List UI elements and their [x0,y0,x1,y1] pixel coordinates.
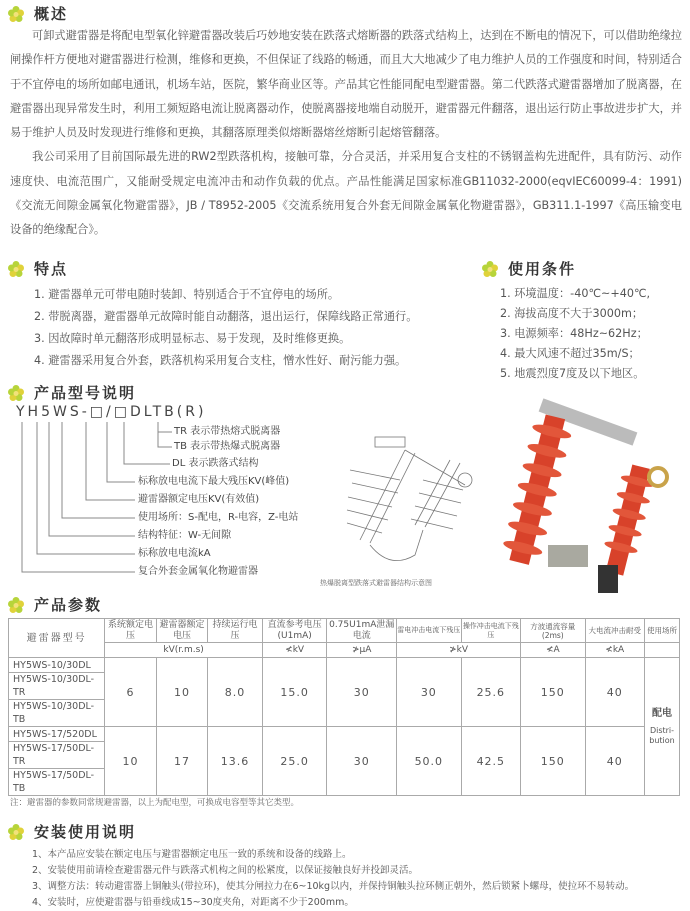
conditions-heading: 使用条件 [482,260,576,278]
value-cell: 40 [585,727,645,796]
product-photo [478,395,690,595]
header-cell: 避雷器额定电压 [156,619,207,643]
value-cell: 13.6 [208,727,263,796]
header-cell: 0.75U1mA泄漏电流 [327,619,397,643]
value-cell: 40 [585,658,645,727]
overview-body [10,24,682,243]
flower-icon [8,385,24,401]
model-code: YH5WS-□/□DLTB(R) [16,404,207,420]
model-label: 标称放电电流下最大残压KV(峰值) [138,476,290,487]
unit-cell: ≮kV [262,643,327,658]
value-cell: 10 [156,658,207,727]
install-item: 2、安装使用前请检查避雷器元件与跌落式机构之间的松紧度，以保证接触良好并投卸灵活。 [32,865,419,876]
flower-icon [8,261,24,277]
unit-cell: ≯kV [397,643,521,658]
model-cell: HY5WS-17/50DL-TR [9,742,105,769]
model-label: 标称放电电流kA [138,548,211,559]
install-item: 3、调整方法：转动避雷器上铜触头(带拉环)，使其分闸拉力在6~10kg以内，并保持铜触头拉环侧正朝外，然后锁紧卜螺母，使拉环不易转动。 [32,881,635,892]
flower-icon [482,261,498,277]
usage-cell [645,658,680,796]
header-cell: 使用场所 [645,619,680,643]
params-and-install [8,618,682,911]
feature-item: 3. 因故障时单元翻落形成明显标志、易于发现，及时维修更换。 [34,332,351,345]
header-cell: 操作冲击电流下残压 [461,619,521,643]
model-label: 结构特征：W-无间隙 [138,530,232,541]
value-cell: 150 [521,727,585,796]
model-label: DL 表示跌落式结构 [172,458,259,469]
condition-item: 5. 地震烈度7度及以下地区。 [500,367,645,380]
table-row [9,727,680,742]
install-heading: 安装使用说明 [8,823,682,841]
condition-item: 1. 环境温度：-40℃~+40℃, [500,287,651,300]
model-label: 使用场所：S-配电，R-电容，Z-电站 [138,512,299,523]
overview-paragraph-1: 可卸式避雷器是将配电型氧化锌避雷器改装后巧妙地安装在跌落式熔断器的跌落式结构上，达到在不断电的情况下，可以借助绝缘拉闸操作杆方便地对避雷器进行检测，维修和更换，不但保证了线路的畅通，而且大大地减少了电力维护人员的工作强度和时间，特别适合于不宜停电的场所如邮电通讯，机场车站，医院，繁华商业区等。产品其它性能同配电型避雷器。第二代跌落式避雷器增加了脱离器，在避雷器出现异常发生时，利用工频短路电流让脱离器动作，使脱离器接地端自动脱开，避雷器元件翻落，退出运行防止事故进步扩大，并易于维护人员及时发现进行维修和更换，其翻落原理类似熔断器熔丝熔断引起熔管翻落。 [10,29,682,140]
value-cell: 30 [327,658,397,727]
value-cell: 30 [397,658,461,727]
value-cell: 25.0 [262,727,327,796]
usage-label: 配电 [652,707,672,719]
flower-icon [8,597,24,613]
value-cell: 50.0 [397,727,461,796]
unit-cell: ≯μA [327,643,397,658]
value-cell: 150 [521,658,585,727]
header-model: 避雷器型号 [9,619,105,658]
flower-icon [8,824,24,840]
install-item: 1、本产品应安装在额定电压与避雷器额定电压一致的系统和设备的线路上。 [32,849,352,860]
params-table [8,618,680,796]
feature-item: 1. 避雷器单元可带电随时装卸、特别适合于不宜停电的场所。 [34,288,340,301]
overview-paragraph-2: 我公司采用了目前国际最先进的RW2型跌落机构，接触可靠，分合灵活，并采用复合支柱的不锈钢盖构先进配件，具有防污、动作速度快、电流范围广，又能耐受规定电流冲击和动作负载的优点。产品性能满足国家标准GB11032-2000(eqvIEC60099-4：1991)《交流无间隙金属氧化物避雷器》，JB / T8952-2005《交流系统用复合外套无间隙金属氧化物避雷器》，GB311.1-1997《高压输变电设备的绝缘配合》。 [10,150,682,237]
install-item: 4、安装时，应使避雷器与铅垂线成15~30度夹角，对距离不少于200mm。 [32,897,354,908]
structure-diagram [345,425,475,575]
model-heading: 产品型号说明 [8,384,136,402]
features-heading: 特点 [8,260,68,278]
value-cell: 10 [105,727,156,796]
params-note: 注：避雷器的参数同常规避雷器，以上为配电型，可换成电容型等其它类型。 [10,798,300,808]
model-cell: HY5WS-10/30DL-TB [9,700,105,727]
unit-cell [645,643,680,658]
model-label: TR 表示带热熔式脱离器 [174,426,281,437]
value-cell: 8.0 [208,658,263,727]
overview-heading: 概述 [8,5,68,23]
condition-item: 3. 电源频率：48Hz~62Hz； [500,327,648,340]
feature-item: 4. 避雷器采用复合外套，跌落机构采用复合支柱，憎水性好、耐污能力强。 [34,354,407,367]
flower-icon [8,6,24,22]
model-label: 避雷器额定电压KV(有效值) [138,494,260,505]
header-cell: 直流参考电压(U1mA) [262,619,327,643]
model-label: TB 表示带热爆式脱离器 [174,441,281,452]
value-cell: 42.5 [461,727,521,796]
diagram-caption: 热爆脱离型跌落式避雷器结构示意图 [320,579,432,587]
header-cell: 方波通流容量(2ms) [521,619,585,643]
condition-item: 4. 最大风速不超过35m/S； [500,347,640,360]
usage-label-en: Distri-bution [649,725,675,745]
value-cell: 25.6 [461,658,521,727]
model-cell: HY5WS-10/30DL-TR [9,673,105,700]
feature-item: 2. 带脱离器，避雷器单元故障时能自动翻落，退出运行，保障线路正常通行。 [34,310,418,323]
table-row [9,658,680,673]
unit-cell: kV(r.m.s) [105,643,263,658]
model-cell: HY5WS-17/520DL [9,727,105,742]
model-cell: HY5WS-10/30DL [9,658,105,673]
value-cell: 30 [327,727,397,796]
header-cell: 雷电冲击电流下残压 [397,619,461,643]
value-cell: 17 [156,727,207,796]
model-label: 复合外套金属氧化物避雷器 [138,566,258,577]
condition-item: 2. 海拔高度不大于3000m； [500,307,644,320]
value-cell: 6 [105,658,156,727]
model-cell: HY5WS-17/50DL-TB [9,769,105,796]
unit-cell: ≮kA [585,643,645,658]
header-cell: 大电流冲击耐受 [585,619,645,643]
params-heading: 产品参数 [8,596,102,614]
value-cell: 15.0 [262,658,327,727]
header-cell: 系统额定电压 [105,619,156,643]
header-cell: 持续运行电压 [208,619,263,643]
unit-cell: ≮A [521,643,585,658]
